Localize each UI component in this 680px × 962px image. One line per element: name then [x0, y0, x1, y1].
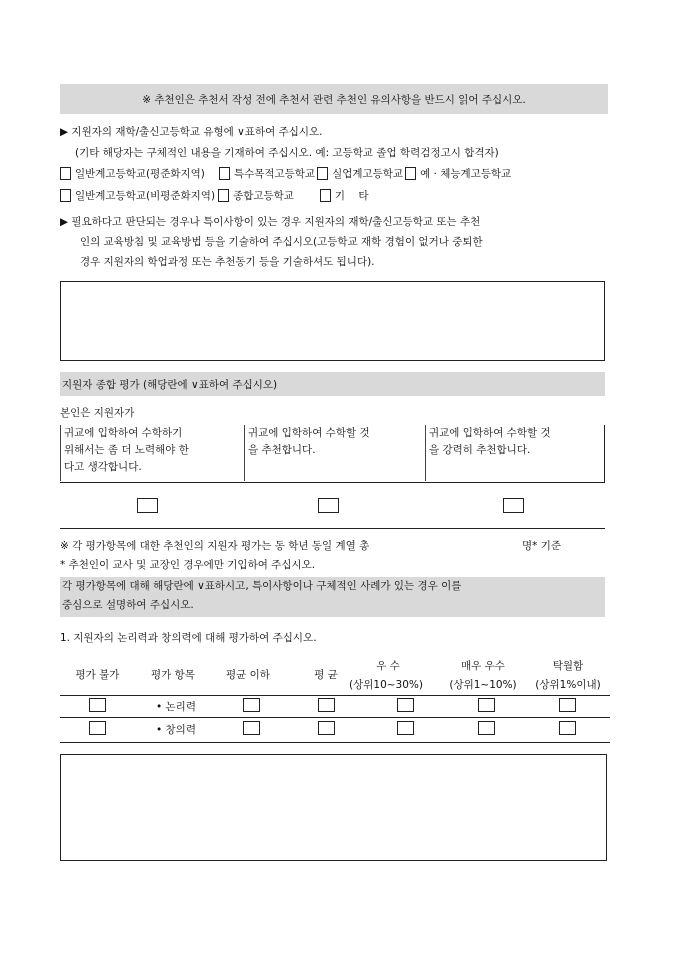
header-item: 평가 항목	[151, 669, 195, 681]
table-header-line	[60, 695, 610, 696]
header-very-good: 매우 우수	[461, 660, 505, 672]
header-below: 평균 이하	[226, 669, 270, 681]
creativity-below-checkbox[interactable]	[243, 721, 260, 735]
peer-count-input[interactable]	[475, 535, 519, 551]
overall-checkbox-3[interactable]	[503, 498, 524, 513]
creativity-average-checkbox[interactable]	[318, 721, 335, 735]
logic-good-checkbox[interactable]	[397, 698, 414, 712]
section1-textarea[interactable]	[60, 754, 607, 861]
checkbox-comprehensive[interactable]	[218, 189, 229, 202]
section1-title: 1. 지원자의 논리력과 창의력에 대해 평가하여 주십시오.	[60, 632, 317, 644]
peer-note-left: ※ 각 평가항목에 대한 추천인의 지원자 평가는 동 학년 동일 계열 총	[60, 540, 370, 552]
row-label-logic: • 논리력	[156, 701, 196, 713]
school-type-note: (기타 해당자는 구체적인 내용을 기재하여 주십시오. 예: 고등학교 졸업 학력검정고시 합격자)	[75, 147, 499, 159]
logic-very-good-checkbox[interactable]	[478, 698, 495, 712]
divider	[60, 528, 605, 529]
header-very-good-sub: (상위1~10%)	[449, 679, 517, 691]
overall-intro: 본인은 지원자가	[60, 407, 135, 419]
checkbox-general-nonequalized[interactable]	[60, 189, 71, 202]
overall-option-1: 귀교에 입학하여 수학하기 위해서는 좀 더 노력해야 한 다고 생각합니다.	[60, 425, 244, 481]
logic-unable-checkbox[interactable]	[89, 698, 106, 712]
education-textarea[interactable]	[60, 281, 605, 361]
row-label-creativity: • 창의력	[156, 724, 196, 736]
school-type-instruction: ▶ 지원자의 재학/출신고등학교 유형에 ∨표하여 주십시오.	[60, 126, 323, 138]
overall-checkbox-1[interactable]	[137, 498, 158, 513]
arrow-right-icon: ▶	[60, 216, 72, 228]
header-average: 평 균	[314, 669, 338, 681]
creativity-unable-checkbox[interactable]	[89, 721, 106, 735]
logic-average-checkbox[interactable]	[318, 698, 335, 712]
table-row-line	[60, 717, 610, 718]
logic-below-checkbox[interactable]	[243, 698, 260, 712]
overall-checkbox-2[interactable]	[318, 498, 339, 513]
school-type-row-1: 일반계고등학교(평준화지역) 특수목적고등학교 실업계고등학교 예 · 체능계고등학교	[60, 166, 511, 181]
header-excellent: 탁월함	[552, 660, 584, 672]
checkbox-general-equalized[interactable]	[60, 167, 71, 180]
notice-banner	[60, 84, 608, 114]
section1-table	[60, 650, 610, 750]
overall-option-3: 귀교에 입학하여 수학할 것 을 강력히 추천합니다.	[425, 425, 607, 481]
creativity-very-good-checkbox[interactable]	[478, 721, 495, 735]
overall-options	[60, 425, 605, 485]
table-bottom-line	[60, 742, 610, 743]
overall-options-right-line	[604, 425, 605, 483]
creativity-excellent-checkbox[interactable]	[559, 721, 576, 735]
header-good-sub: (상위10~30%)	[349, 679, 423, 691]
checkbox-arts-sports[interactable]	[405, 167, 416, 180]
checkbox-other[interactable]	[320, 189, 331, 202]
notice-text: ※ 추천인은 추천서 작성 전에 추천서 관련 추천인 유의사항을 반드시 읽어 주십시오.	[142, 93, 526, 106]
header-good: 우 수	[376, 660, 400, 672]
education-instruction: ▶ 필요하다고 판단되는 경우나 특이사항이 있는 경우 지원자의 재학/출신고등학교 또는 추천 인의 교육방침 및 교육방법 등을 기술하여 주십시오(고등학교 재학 경험이 없거나 중퇴한 경우 지원자의 학업과정 또는 추천동기 등을 기술하셔도 됩니다).	[60, 216, 483, 268]
peer-note-sub: * 추천인이 교사 및 교장인 경우에만 기입하여 주십시오.	[60, 559, 316, 571]
arrow-right-icon: ▶	[60, 126, 72, 138]
overall-option-2: 귀교에 입학하여 수학할 것 을 추천합니다.	[244, 425, 423, 481]
peer-note-right: 명* 기준	[522, 540, 562, 552]
overall-options-bottom-line	[60, 482, 605, 483]
header-unable: 평가 불가	[75, 669, 120, 681]
school-type-row-2: 일반계고등학교(비평준화지역) 종합고등학교 기 타	[60, 188, 369, 203]
logic-excellent-checkbox[interactable]	[559, 698, 576, 712]
header-excellent-sub: (상위1%이내)	[535, 679, 601, 691]
eval-instruction: 각 평가항목에 대해 해당란에 ∨표하시고, 특이사항이나 구체적인 사례가 있는 경우 이를 중심으로 설명하여 주십시오.	[60, 577, 605, 617]
checkbox-special-purpose[interactable]	[219, 167, 230, 180]
checkbox-vocational[interactable]	[317, 167, 328, 180]
creativity-good-checkbox[interactable]	[397, 721, 414, 735]
overall-header: 지원자 종합 평가 (해당란에 ∨표하여 주십시오)	[60, 372, 605, 396]
